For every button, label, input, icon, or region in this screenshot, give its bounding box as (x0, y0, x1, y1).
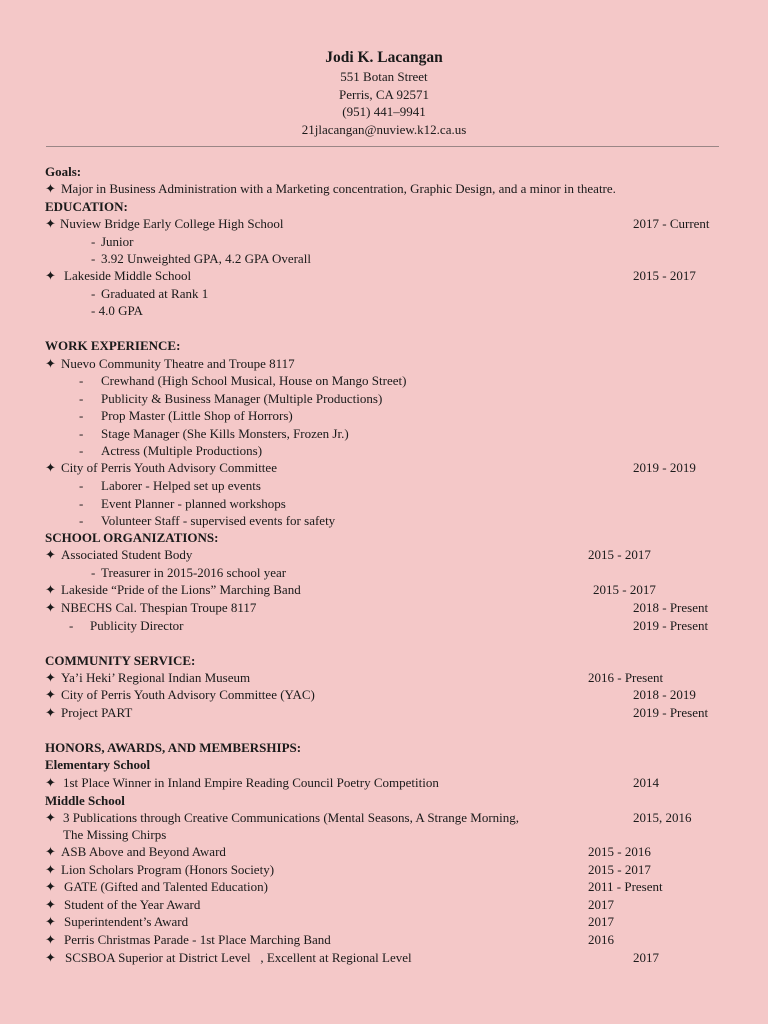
detail-text: 3.92 Unweighted GPA, 4.2 GPA Overall (101, 251, 311, 266)
school-name: Lakeside Middle School (64, 268, 192, 283)
applicant-name: Jodi K. Lacangan (325, 49, 443, 66)
goals-text: Major in Business Administration with a Marketing concentration, Graphic Design, and a minor in theatre. (61, 181, 616, 196)
honor-dates: 2015 - 2016 (588, 844, 651, 859)
honor-name-continued: The Missing Chirps (63, 827, 167, 842)
dash-marker: - (91, 234, 96, 249)
organization-item (0, 581, 768, 598)
honor-item (0, 931, 768, 948)
star-bullet-icon: ✦ (45, 862, 56, 877)
dash-marker: - (79, 513, 84, 528)
organization-dates: 2015 - 2017 (588, 547, 651, 562)
education-detail (0, 302, 768, 319)
dash-marker: - (91, 286, 96, 301)
dash-marker: - (79, 373, 84, 388)
organization-detail (0, 617, 768, 634)
honor-item (0, 896, 768, 913)
dash-marker: - (79, 496, 84, 511)
service-dates: 2016 - Present (588, 670, 664, 685)
dash-marker: - (69, 618, 74, 633)
education-item (0, 215, 768, 232)
detail-text: Crewhand (High School Musical, House on Mango Street) (101, 373, 407, 388)
organization-dates: 2015 - 2017 (593, 582, 656, 597)
education-heading: EDUCATION: (45, 199, 128, 214)
employer-dates: 2019 - 2019 (633, 460, 696, 475)
honor-item (0, 843, 768, 860)
work-detail (0, 407, 768, 424)
star-bullet-icon: ✦ (45, 216, 56, 231)
contact-header (0, 48, 768, 138)
phone-number: (951) 441–9941 (342, 104, 426, 119)
goals-item (0, 180, 768, 197)
honor-name: 3 Publications through Creative Communications (Mental Seasons, A Strange Morning, (63, 810, 520, 825)
organization-name: NBECHS Cal. Thespian Troupe 8117 (61, 600, 257, 615)
community-item (0, 669, 768, 686)
elementary-subheading: Elementary School (45, 757, 151, 772)
star-bullet-icon: ✦ (45, 932, 56, 947)
community-heading: COMMUNITY SERVICE: (45, 653, 196, 668)
detail-dates: 2019 - Present (633, 618, 709, 633)
detail-text: Event Planner - planned workshops (101, 496, 286, 511)
honor-dates: 2014 (633, 775, 659, 790)
detail-text: Laborer - Helped set up events (101, 478, 261, 493)
work-item (0, 459, 768, 476)
service-dates: 2018 - 2019 (633, 687, 696, 702)
work-detail (0, 495, 768, 512)
honor-name: Superintendent’s Award (64, 914, 189, 929)
service-name: Ya’i Heki’ Regional Indian Museum (61, 670, 251, 685)
detail-text: Publicity & Business Manager (Multiple Productions) (101, 391, 383, 406)
detail-text: Treasurer in 2015-2016 school year (101, 565, 287, 580)
education-detail (0, 285, 768, 302)
star-bullet-icon: ✦ (45, 705, 56, 720)
detail-text: Publicity Director (90, 618, 184, 633)
organization-item (0, 546, 768, 563)
detail-text: Volunteer Staff - supervised events for safety (101, 513, 336, 528)
service-dates: 2019 - Present (633, 705, 709, 720)
organization-item (0, 599, 768, 616)
city-state-zip: Perris, CA 92571 (339, 86, 429, 102)
detail-text: Graduated at Rank 1 (101, 286, 209, 301)
honor-item (0, 809, 768, 826)
service-name: City of Perris Youth Advisory Committee (YAC) (61, 687, 315, 702)
work-detail (0, 477, 768, 494)
dash-marker: - (91, 565, 96, 580)
star-bullet-icon: ✦ (45, 775, 56, 790)
dash-marker: - (91, 251, 96, 266)
star-bullet-icon: ✦ (45, 460, 56, 475)
star-bullet-icon: ✦ (45, 582, 56, 597)
honor-dates: 2017 (633, 950, 659, 965)
star-bullet-icon: ✦ (45, 268, 56, 283)
honor-dates: 2015 - 2017 (588, 862, 651, 877)
honor-name: 1st Place Winner in Inland Empire Reading Council Poetry Competition (63, 775, 439, 790)
education-item (0, 267, 768, 284)
work-detail (0, 425, 768, 442)
service-name: Project PART (61, 705, 133, 720)
star-bullet-icon: ✦ (45, 181, 56, 196)
organization-dates: 2018 - Present (633, 600, 709, 615)
star-bullet-icon: ✦ (45, 914, 56, 929)
honor-item (0, 774, 768, 791)
work-detail (0, 372, 768, 389)
dash-marker: - (79, 443, 84, 458)
school-dates: 2017 - Current (633, 216, 710, 231)
community-item (0, 704, 768, 721)
dash-marker: - (79, 408, 84, 423)
honor-name: Lion Scholars Program (Honors Society) (61, 862, 275, 877)
organization-name: Associated Student Body (61, 547, 193, 562)
star-bullet-icon: ✦ (45, 950, 56, 965)
honor-item (0, 949, 768, 966)
education-detail (0, 250, 768, 267)
organization-name: Lakeside “Pride of the Lions” Marching Band (61, 582, 301, 597)
header-divider (46, 146, 719, 147)
honor-dates: 2011 - Present (588, 879, 663, 894)
honor-item (0, 878, 768, 895)
work-item (0, 355, 768, 372)
goals-heading: Goals: (45, 164, 82, 179)
dash-marker: - (79, 478, 84, 493)
work-detail (0, 442, 768, 459)
school-name: Nuview Bridge Early College High School (60, 216, 284, 231)
work-heading: WORK EXPERIENCE: (45, 338, 181, 353)
organizations-heading: SCHOOL ORGANIZATIONS: (45, 530, 219, 545)
honor-dates: 2017 (588, 897, 614, 912)
star-bullet-icon: ✦ (45, 670, 56, 685)
organization-detail (0, 564, 768, 581)
star-bullet-icon: ✦ (45, 897, 56, 912)
dash-marker: - (79, 426, 84, 441)
dash-marker: - (79, 391, 84, 406)
employer-name: Nuevo Community Theatre and Troupe 8117 (61, 356, 295, 371)
email-address: 21jlacangan@nuview.k12.ca.us (301, 121, 467, 137)
detail-text: Stage Manager (She Kills Monsters, Frozen Jr.) (101, 426, 349, 441)
honor-name: ASB Above and Beyond Award (61, 844, 226, 859)
honor-name: Perris Christmas Parade - 1st Place Marching Band (64, 932, 331, 947)
school-dates: 2015 - 2017 (633, 268, 696, 283)
star-bullet-icon: ✦ (45, 879, 56, 894)
honor-dates: 2017 (588, 914, 614, 929)
street-address: 551 Botan Street (340, 69, 428, 84)
detail-text: Actress (Multiple Productions) (101, 443, 263, 458)
work-detail (0, 390, 768, 407)
star-bullet-icon: ✦ (45, 844, 56, 859)
honor-dates: 2015, 2016 (633, 810, 692, 825)
star-bullet-icon: ✦ (45, 547, 56, 562)
employer-name: City of Perris Youth Advisory Committee (61, 460, 277, 475)
star-bullet-icon: ✦ (45, 600, 56, 615)
honor-name: SCSBOA Superior at District Level , Excellent at Regional Level (65, 950, 412, 965)
detail-text: Junior (101, 234, 134, 249)
education-detail (0, 233, 768, 250)
star-bullet-icon: ✦ (45, 356, 56, 371)
work-detail (0, 512, 768, 529)
honor-name: GATE (Gifted and Talented Education) (64, 879, 268, 894)
middle-school-subheading: Middle School (45, 793, 125, 808)
star-bullet-icon: ✦ (45, 810, 56, 825)
detail-text: Prop Master (Little Shop of Horrors) (101, 408, 293, 423)
honors-heading: HONORS, AWARDS, AND MEMBERSHIPS: (45, 740, 302, 755)
honor-name: Student of the Year Award (64, 897, 201, 912)
honor-continuation (0, 826, 768, 843)
detail-text: - 4.0 GPA (91, 303, 143, 318)
honor-dates: 2016 (588, 932, 614, 947)
community-item (0, 686, 768, 703)
honor-item (0, 913, 768, 930)
star-bullet-icon: ✦ (45, 687, 56, 702)
honor-item (0, 861, 768, 878)
